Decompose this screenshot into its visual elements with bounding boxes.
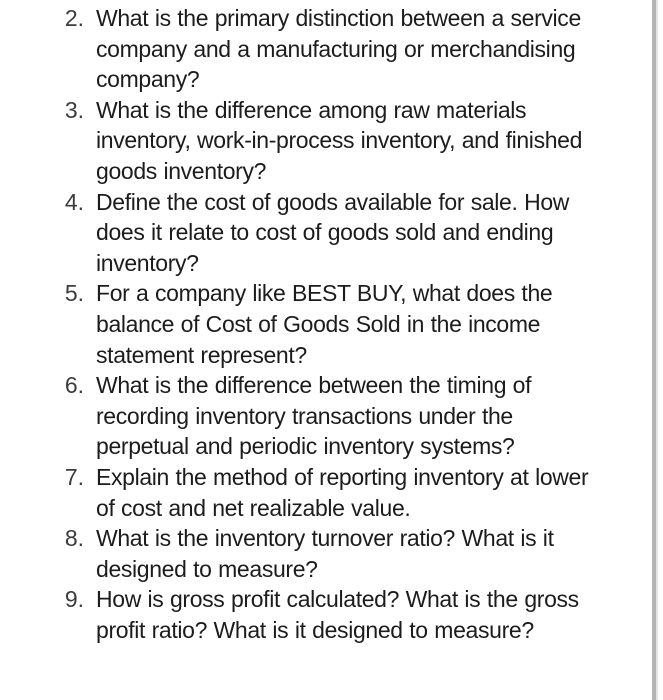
question-number: 6. <box>64 372 84 399</box>
question-line: How is gross profit calculated? What is the gross <box>96 586 579 613</box>
question-line: profit ratio? What is it designed to measure? <box>96 616 534 643</box>
question-2 <box>0 3 640 95</box>
question-line: goods inventory? <box>96 157 267 184</box>
question-line: inventory? <box>96 249 199 276</box>
question-line: does it relate to cost of goods sold and ending <box>96 219 554 246</box>
question-5 <box>0 278 640 370</box>
question-line: company and a manufacturing or merchandising <box>96 35 576 62</box>
question-line: perpetual and periodic inventory systems? <box>96 433 515 460</box>
question-line: statement represent? <box>96 341 307 368</box>
question-text <box>96 584 640 645</box>
question-line: recording inventory transactions under the <box>96 402 513 429</box>
question-9 <box>0 584 640 645</box>
question-line: Define the cost of goods available for sale. How <box>96 188 570 215</box>
question-line: balance of Cost of Goods Sold in the income <box>96 310 541 337</box>
question-text <box>96 523 640 584</box>
question-text <box>96 187 640 279</box>
question-text <box>96 370 640 462</box>
question-number: 2. <box>64 5 84 31</box>
question-number: 9. <box>64 586 84 613</box>
question-7 <box>0 462 640 523</box>
question-number: 4. <box>64 188 84 215</box>
question-number: 7. <box>64 463 84 490</box>
question-line: For a company like BEST BUY, what does the <box>96 280 553 307</box>
question-number: 8. <box>64 525 84 552</box>
question-3 <box>0 95 640 187</box>
question-line: of cost and net realizable value. <box>96 494 411 521</box>
question-text <box>96 95 640 187</box>
question-line: What is the inventory turnover ratio? What is it <box>96 525 554 552</box>
question-line: Explain the method of reporting inventory at lower <box>96 463 589 490</box>
question-4 <box>0 187 640 279</box>
question-text <box>96 278 640 370</box>
question-8 <box>0 523 640 584</box>
question-text <box>96 3 640 95</box>
page-edge-highlight <box>656 0 658 700</box>
question-6 <box>0 370 640 462</box>
question-number: 5. <box>64 280 84 307</box>
question-line: What is the difference between the timing of <box>96 372 532 399</box>
question-list <box>0 3 640 645</box>
question-number: 3. <box>64 96 84 123</box>
question-line: inventory, work-in-process inventory, and finished <box>96 127 583 154</box>
question-line: What is the difference among raw materials <box>96 96 527 123</box>
question-line: What is the primary distinction between a service <box>96 5 581 31</box>
question-text <box>96 462 640 523</box>
question-line: designed to measure? <box>96 555 318 582</box>
question-line: company? <box>96 66 200 93</box>
